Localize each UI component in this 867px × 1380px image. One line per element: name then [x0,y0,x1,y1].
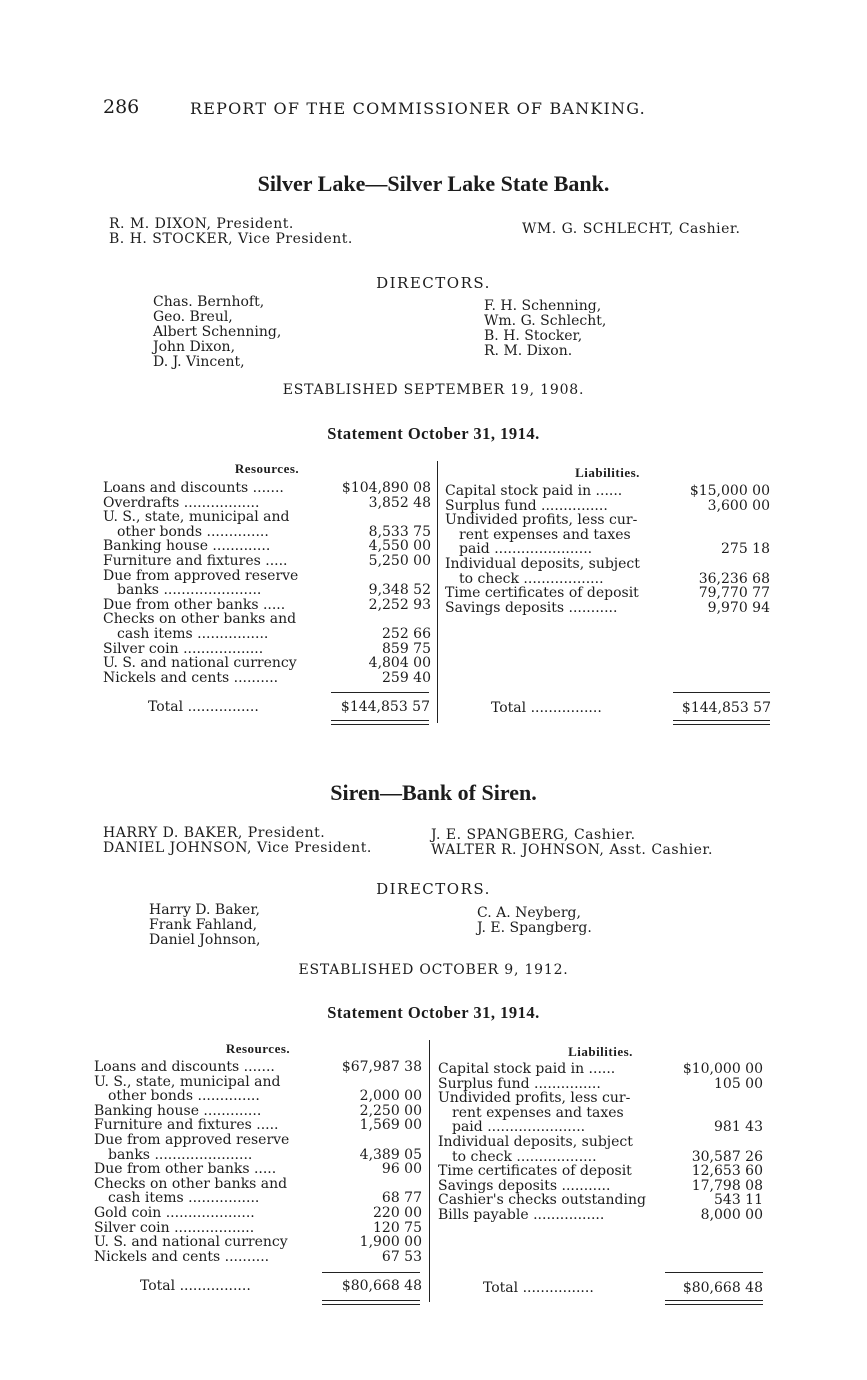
total-resources-row [148,699,430,715]
row-amount: 4,804 00 [368,655,431,672]
ledger-row [103,642,431,657]
row-label: to check .................. [459,571,604,587]
row-amount: $10,000 00 [682,1061,763,1077]
ledger-row [438,1179,763,1194]
row-label: Checks on other banks and [103,612,297,627]
double-rule [673,720,770,721]
row-amount: 4,550 00 [368,538,431,555]
ledger-row [103,656,431,671]
row-amount: 259 40 [382,669,431,686]
total-label: Total ................ [483,1280,594,1296]
sum-rule [331,692,429,693]
row-label: Time certificates of deposit [438,1164,632,1179]
row-label: cash items ................ [108,1191,260,1206]
row-label: other bonds .............. [117,524,269,540]
row-amount: 36,236 68 [698,570,770,587]
director: Chas. Bernhoft, [153,294,265,310]
row-label: Due from approved reserve [103,568,299,584]
director: D. J. Vincent, [153,354,245,370]
row-amount [339,510,431,525]
sum-rule [665,1272,763,1273]
ledger-row [445,513,770,528]
row-label: Capital stock paid in ...... [445,484,623,499]
officer-vice-president: B. H. STOCKER, Vice President. [109,231,353,247]
row-amount: 5,250 00 [368,552,431,569]
director: Wm. G. Schlecht, [484,313,607,329]
row-label: U. S. and national currency [103,656,297,671]
director: C. A. Neyberg, [477,905,581,921]
ledger-row [103,598,431,613]
officer-asst-cashier: WALTER R. JOHNSON, Asst. Cashier. [431,842,713,858]
ledger-row [438,1120,763,1135]
total-amount: $80,668 48 [341,1278,422,1294]
resources-ledger [94,1060,422,1264]
ledger-row [445,528,770,543]
total-resources-row [140,1278,422,1294]
ledger-row [103,554,431,569]
ledger-row [94,1235,422,1250]
row-amount: 543 11 [714,1192,763,1209]
ledger-row [94,1104,422,1119]
ledger-row [445,557,770,572]
row-amount: 4,389 05 [359,1146,422,1163]
row-label: paid ...................... [452,1120,586,1135]
row-amount: $104,890 08 [341,480,431,496]
ledger-row [445,601,770,616]
row-amount: 17,798 08 [691,1177,763,1194]
double-rule [673,724,770,725]
page-number: 286 [103,96,140,118]
total-label: Total ................ [491,700,602,716]
row-label: U. S., state, municipal and [94,1074,281,1090]
row-label: Due from other banks ..... [103,597,286,613]
director: Daniel Johnson, [149,932,261,948]
ledger-row [103,671,431,686]
ledger-row [438,1164,763,1179]
ledger-row [94,1206,422,1221]
row-amount: 2,250 00 [359,1102,422,1119]
row-amount: 79,770 77 [698,585,770,602]
ledger-row [94,1060,422,1075]
row-amount: 30,587 26 [691,1148,763,1165]
row-amount: 3,852 48 [368,494,431,511]
total-label: Total ................ [140,1278,251,1294]
director: Harry D. Baker, [149,902,260,918]
ledger-row [445,586,770,601]
row-amount [330,1133,422,1148]
column-divider [437,461,438,723]
resources-ledger [103,481,431,685]
officers-right [431,828,713,858]
directors-left [149,903,260,948]
row-label: Banking house ............. [94,1103,262,1119]
row-amount: 252 66 [382,625,431,642]
sum-rule [322,1272,420,1273]
ledger-row [438,1106,763,1121]
ledger-row [94,1133,422,1148]
total-amount: $144,853 57 [340,699,430,715]
ledger-row [103,525,431,540]
statement-heading: Statement October 31, 1914. [327,424,540,443]
director: B. H. Stocker, [484,328,583,344]
total-liabilities-row [491,700,771,716]
directors-heading: DIRECTORS. [376,274,491,292]
ledger-row [445,484,770,499]
row-label: Loans and discounts ....... [94,1060,275,1075]
ledger-row [94,1089,422,1104]
row-label: Due from other banks ..... [94,1162,277,1177]
row-label: Individual deposits, subject [445,556,640,572]
statement-heading: Statement October 31, 1914. [327,1003,540,1022]
row-amount [678,528,770,543]
row-amount: 2,000 00 [359,1088,422,1105]
row-amount: 1,900 00 [359,1234,422,1251]
row-label: Due from approved reserve [94,1132,290,1148]
row-amount: 8,000 00 [700,1206,763,1223]
ledger-row [438,1062,763,1077]
row-amount: 9,348 52 [368,582,431,599]
ledger-row [438,1150,763,1165]
row-amount: 2,252 93 [368,596,431,613]
row-label: paid ...................... [459,542,593,557]
row-label: Gold coin .................... [94,1205,255,1221]
resources-heading: Resources. [234,461,300,476]
row-amount: 275 18 [721,541,770,558]
total-amount: $80,668 48 [682,1280,763,1296]
officer-cashier: WM. G. SCHLECHT, Cashier. [522,221,741,237]
row-label: Bills payable ................ [438,1207,605,1223]
officer-cashier: J. E. SPANGBERG, Cashier. [431,827,636,843]
row-amount: 859 75 [382,640,431,657]
row-label: other bonds .............. [108,1089,260,1104]
row-amount: 1,569 00 [359,1117,422,1134]
ledger-row [103,627,431,642]
directors-left [153,295,281,370]
row-amount: 96 00 [381,1161,422,1178]
double-rule [665,1304,763,1305]
row-label: Undivided profits, less cur- [438,1091,631,1106]
running-head: REPORT OF THE COMMISSIONER OF BANKING. [190,99,646,118]
bank-title: Silver Lake—Silver Lake State Bank. [257,171,610,196]
row-label: Nickels and cents .......... [94,1249,270,1265]
ledger-row [103,612,431,627]
row-amount: 12,653 60 [691,1163,763,1180]
director: R. M. Dixon. [484,343,573,359]
directors-right [477,906,592,936]
row-amount: $67,987 38 [341,1059,422,1075]
row-amount [339,612,431,627]
row-label: Furniture and fixtures ..... [94,1118,279,1133]
director: Albert Schenning, [153,324,282,340]
ledger-row [445,542,770,557]
row-amount [671,1091,763,1106]
ledger-row [94,1162,422,1177]
director: Frank Fahland, [149,917,258,933]
director: John Dixon, [153,339,236,355]
column-divider [429,1040,430,1302]
row-label: Furniture and fixtures ..... [103,553,288,569]
row-amount [330,1177,422,1192]
row-label: Surplus fund ............... [438,1076,601,1092]
officer-president: R. M. DIXON, President. [109,216,294,232]
row-label: Undivided profits, less cur- [445,513,638,528]
row-label: Savings deposits ........... [438,1178,611,1194]
total-label: Total ................ [148,699,259,715]
directors-heading: DIRECTORS. [376,880,491,898]
ledger-row [438,1135,763,1150]
ledger-row [94,1191,422,1206]
ledger-row [438,1193,763,1208]
resources-heading: Resources. [225,1041,291,1056]
row-amount [678,557,770,572]
total-amount: $144,853 57 [681,700,771,716]
ledger-row [94,1250,422,1265]
double-rule [322,1300,420,1301]
ledger-row [103,583,431,598]
officer-vice-president: DANIEL JOHNSON, Vice President. [103,840,372,856]
double-rule [331,724,429,725]
row-amount [330,1075,422,1090]
row-amount: 9,970 94 [707,599,770,616]
row-amount: 3,600 00 [707,497,770,514]
ledger-row [103,539,431,554]
row-amount: 120 75 [373,1219,422,1236]
row-label: rent expenses and taxes [452,1105,624,1121]
row-amount [671,1135,763,1150]
row-label: to check .................. [452,1149,597,1165]
row-amount: 68 77 [381,1190,422,1207]
row-label: Time certificates of deposit [445,586,639,601]
ledger-row [94,1118,422,1133]
established-date: ESTABLISHED OCTOBER 9, 1912. [298,962,569,978]
row-amount [671,1106,763,1121]
row-label: Cashier's checks outstanding [438,1193,646,1208]
officers-right [522,222,740,237]
row-label: Loans and discounts ....... [103,481,284,496]
row-label: Capital stock paid in ...... [438,1062,616,1077]
row-label: rent expenses and taxes [459,527,631,543]
row-amount: $15,000 00 [689,483,770,499]
row-label: cash items ................ [117,626,269,642]
officers-left [103,826,372,856]
ledger-row [103,569,431,584]
established-date: ESTABLISHED SEPTEMBER 19, 1908. [282,382,585,398]
double-rule [322,1304,420,1305]
ledger-row [438,1091,763,1106]
ledger-row [94,1148,422,1163]
directors-right [484,299,606,359]
row-label: banks ...................... [117,583,262,598]
director: J. E. Spangberg. [477,920,592,936]
liabilities-heading: Liabilities. [568,1044,633,1059]
row-amount: 67 53 [381,1248,422,1265]
double-rule [665,1300,763,1301]
ledger-row [103,496,431,511]
liabilities-heading: Liabilities. [575,465,640,480]
row-amount [678,513,770,528]
ledger-row [94,1177,422,1192]
row-label: U. S., state, municipal and [103,510,290,525]
row-label: Nickels and cents .......... [103,670,279,686]
row-amount: 981 43 [714,1119,763,1136]
ledger-row [438,1077,763,1092]
row-label: Surplus fund ............... [445,498,608,514]
ledger-row [438,1208,763,1223]
liabilities-ledger [445,484,770,615]
officer-president: HARRY D. BAKER, President. [103,825,326,841]
ledger-row [445,499,770,514]
double-rule [331,720,429,721]
bank-title: Siren—Bank of Siren. [330,780,537,805]
row-label: Savings deposits ........... [445,600,618,616]
ledger-row [94,1075,422,1090]
sum-rule [673,692,770,693]
row-label: Silver coin .................. [94,1220,255,1236]
total-liabilities-row [483,1280,763,1296]
row-label: Checks on other banks and [94,1176,288,1192]
officers-left [109,217,353,247]
ledger-row [94,1221,422,1236]
ledger-row [445,572,770,587]
row-label: Overdrafts ................. [103,495,260,511]
director: Geo. Breul, [153,309,233,325]
row-label: Banking house ............. [103,539,271,554]
row-label: banks ...................... [108,1147,253,1163]
row-amount: 220 00 [373,1204,422,1221]
row-label: Individual deposits, subject [438,1134,633,1150]
ledger-row [103,481,431,496]
director: F. H. Schenning, [484,298,602,314]
row-label: Silver coin .................. [103,641,264,657]
liabilities-ledger [438,1062,763,1223]
ledger-row [103,510,431,525]
row-amount: 105 00 [714,1075,763,1092]
row-amount: 8,533 75 [368,523,431,540]
row-amount [339,569,431,584]
row-label: U. S. and national currency [94,1235,288,1250]
